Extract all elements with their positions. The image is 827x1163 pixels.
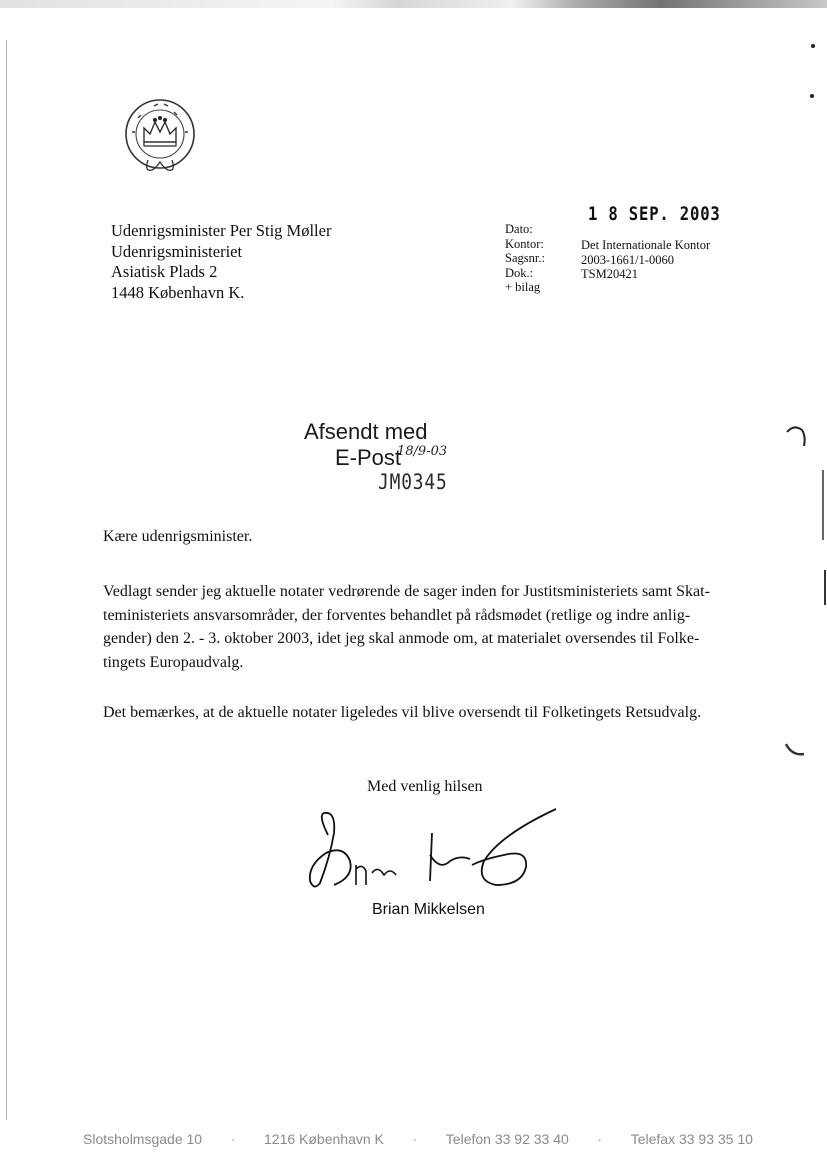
meta-values [581, 238, 710, 282]
body-paragraph-1 [103, 580, 753, 674]
meta-value-office: Det Internationale Kontor [581, 238, 711, 252]
body-paragraph-line: teministeriets ansvarsområder, der forventes behandlet på rådsmødet (retlige og indre anlig- [103, 606, 691, 624]
scan-dot [810, 94, 814, 98]
salutation: Kære udenrigsminister. [103, 528, 253, 545]
stamp-email: E-Post [335, 445, 402, 470]
recipient-name: Udenrigsminister Per Stig Møller [111, 221, 332, 240]
meta-value-case-number: 2003-1661/1-0060 [581, 252, 675, 267]
footer-separator: · [597, 1131, 603, 1147]
footer-fax: Telefax 33 93 35 10 [630, 1131, 753, 1147]
stamp-journal-number: JM0345 [378, 470, 448, 494]
footer-contact [83, 1131, 753, 1147]
meta-labels [505, 222, 545, 295]
body-paragraph-line: gender) den 2. - 3. oktober 2003, idet jeg skal anmode om, at materialet oversendes til Folke- [103, 630, 700, 647]
closing: Med venlig hilsen [367, 778, 483, 795]
recipient-city: 1448 København K. [111, 282, 245, 302]
ministry-seal-logo [114, 98, 206, 178]
meta-label-document: Dok.: [505, 265, 534, 280]
recipient-street: Asiatisk Plads 2 [111, 262, 218, 281]
stamp-sent-with: Afsendt med [304, 419, 428, 444]
footer-separator: · [412, 1131, 418, 1147]
meta-label-date: Dato: [505, 222, 533, 236]
recipient-ministry: Udenrigsministeriet [111, 241, 243, 261]
date-stamp: 1 8 SEP. 2003 [588, 203, 721, 225]
body-paragraph-2: Det bemærkes, at de aktuelle notater ligeledes vil blive oversendt til Folketingets Retsudvalg. [103, 704, 702, 721]
meta-label-office: Kontor: [505, 236, 544, 251]
footer-phone: Telefon 33 92 33 40 [445, 1131, 569, 1147]
body-paragraph-line: Vedlagt sender jeg aktuelle notater vedrørende de sager inden for Justitsministeriets samt Skat- [103, 583, 710, 600]
scan-edge-left [6, 40, 7, 1120]
scan-mark-right [824, 570, 826, 605]
scan-mark-right [822, 470, 824, 540]
footer-separator: · [230, 1131, 236, 1147]
signer-name: Brian Mikkelsen [372, 901, 485, 918]
scan-mark-curve [784, 424, 810, 450]
footer-address: Slotsholmsgade 10 [83, 1131, 203, 1147]
scan-mark-hook [784, 740, 808, 762]
recipient-address [111, 221, 331, 303]
meta-value-document: TSM20421 [581, 267, 638, 281]
meta-label-attachments: + bilag [505, 280, 541, 294]
scan-edge-top [0, 0, 827, 8]
scan-dot [811, 44, 815, 48]
meta-label-case-number: Sagsnr.: [505, 251, 545, 265]
body-paragraph-line: tingets Europaudvalg. [103, 653, 244, 671]
footer-city: 1216 København K [264, 1131, 384, 1147]
stamp-handwritten-date: 18/9-03 [397, 444, 448, 459]
handwritten-signature [300, 805, 560, 895]
